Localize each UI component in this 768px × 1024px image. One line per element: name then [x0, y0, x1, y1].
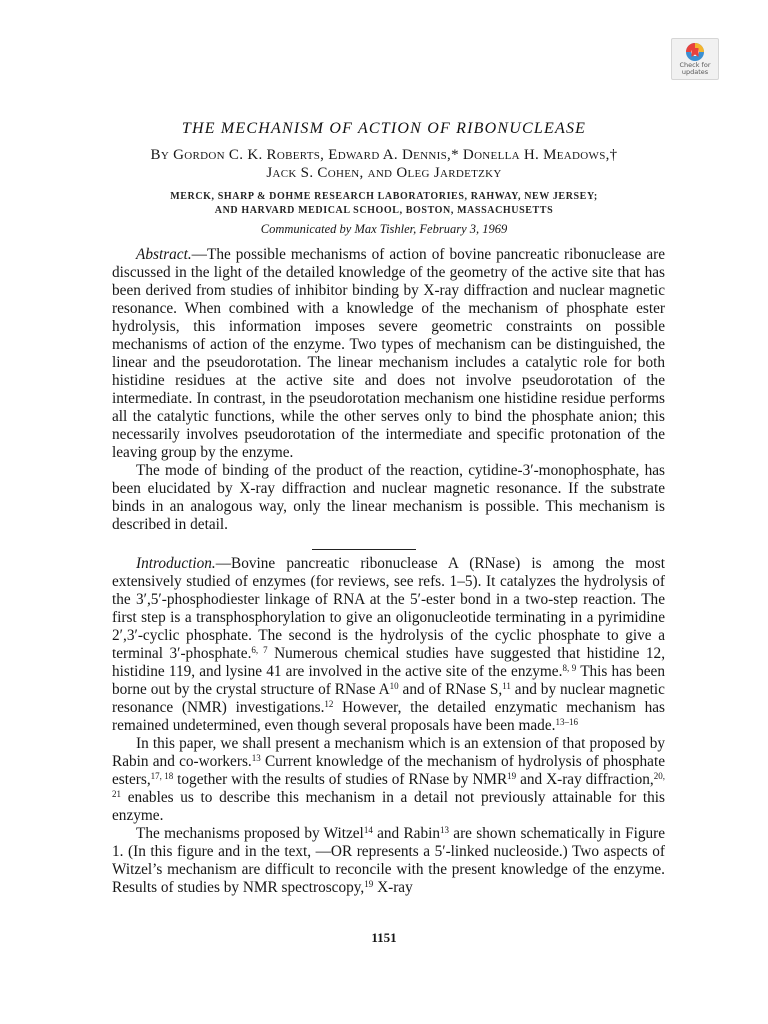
citation: 13–16: [555, 717, 578, 727]
citation: 6, 7: [251, 645, 268, 655]
citation: 12: [324, 699, 334, 709]
intro-text: —Bovine pancreatic ribonuclease A (RNase) is among the most extensively studied of enzymes (for reviews, see refs. 1–5). It catalyzes the hydrolysis of the 3′,5′-phosphodiester linkage of RNA at the 5′-ester bond in a two-step reaction. The first step is a transphosphorylation to give an oligonucleotide terminating in a pyrimidine 2′,3′-cyclic phosphate. The second is the hydrolysis of the cyclic phosphate to give a terminal 3′-phosphate.: [112, 555, 665, 662]
abstract-text-1: —The possible mechanisms of action of bovine pancreatic ribonuclease are discussed in the light of the detailed knowledge of the geometry of the active site that has been derived from studies of inhibitor binding by X-ray diffraction and nuclear magnetic resonance. When combined with a knowledge of the mechanism of phosphate ester hydrolysis, this information imposes severe geometric constraints on possible mechanisms of action of the enzyme. Two types of mechanism can be distinguished, the linear and the pseudorotation. The linear mechanism includes a catalytic role for both histidine residues at the active site and does not involve pseudorotation of the intermediate. In contrast, in the pseudorotation mechanism one histidine residue performs all the catalytic functions, while the other serves only to bind the phosphate anion; this necessarily involves pseudorotation of the intermediate and specific protonation of the leaving group by the enzyme.: [112, 246, 665, 461]
intro-text: The mechanisms proposed by Witzel: [136, 825, 364, 842]
intro-text: enables us to describe this mechanism in a detail not previously attainable for this enzyme.: [112, 789, 665, 824]
section-divider: [312, 549, 416, 550]
intro-text: Current knowledge of the mechanism of hydrolysis of phosphate esters,: [112, 753, 665, 788]
citation: 20, 21: [112, 771, 666, 799]
intro-text: X-ray: [373, 879, 413, 896]
citation: 8, 9: [562, 663, 577, 673]
paper-title: THE MECHANISM OF ACTION OF RIBONUCLEASE: [181, 120, 587, 137]
badge-line-1: Check for: [679, 61, 711, 69]
check-for-updates-icon: [685, 42, 705, 62]
intro-text: and X-ray diffraction,: [516, 771, 654, 788]
intro-text: and by nuclear magnetic resonance (NMR) investigations.: [112, 681, 665, 716]
abstract-heading: Abstract.: [136, 246, 192, 263]
intro-text: Numerous chemical studies have suggested that histidine 12, histidine 119, and lysine 41 are involved in the active site of the enzyme.: [112, 645, 666, 680]
page-number: 1151: [371, 930, 397, 945]
affiliation-line-2: AND HARVARD MEDICAL SCHOOL, BOSTON, MASSACHUSETTS: [214, 205, 554, 216]
abstract-paragraph-1: [112, 246, 665, 462]
badge-line-2: updates: [681, 68, 709, 76]
communicated-by: Communicated by Max Tishler, February 3, 1969: [260, 222, 508, 236]
intro-text: are shown schematically in Figure 1. (In this figure and in the text, —OR represents a 5′-linked nucleoside.) Two aspects of Witzel’s mechanism are difficult to reconcile with the present knowledge of the enzyme. Results of studies by NMR spectroscopy,: [112, 825, 666, 896]
introduction-section: [112, 555, 665, 897]
citation: 14: [363, 825, 373, 835]
intro-text: However, the detailed enzymatic mechanism has remained undetermined, even though several proposals have been made.: [112, 699, 665, 734]
intro-paragraph-2: [112, 735, 665, 825]
intro-paragraph-1: [112, 555, 665, 735]
intro-paragraph-3: [112, 825, 665, 897]
abstract-paragraph-2: The mode of binding of the product of the reaction, cytidine-3′-monophosphate, has been elucidated by X-ray diffraction and nuclear magnetic resonance. If the substrate binds in an analogous way, only the linear mechanism is possible. This mechanism is described in detail.: [112, 462, 665, 533]
intro-heading: Introduction.: [136, 555, 216, 572]
citation: 13: [440, 825, 450, 835]
authors-line-2: Jack S. Cohen, and Oleg Jardetzky: [266, 165, 502, 181]
citation: 10: [389, 681, 399, 691]
intro-text: and Rabin: [372, 825, 441, 842]
authors-line-1: By Gordon C. K. Roberts, Edward A. Dennis,* Donella H. Meadows,†: [150, 147, 618, 163]
citation: 11: [502, 681, 511, 691]
intro-text: In this paper, we shall present a mechanism which is an extension of that proposed by Rabin and co-workers.: [112, 735, 665, 770]
citation: 19: [364, 879, 374, 889]
intro-text: together with the results of studies of RNase by NMR: [173, 771, 508, 788]
abstract-section: [112, 246, 665, 534]
intro-text: This has been borne out by the crystal structure of RNase A: [112, 663, 666, 698]
intro-text: and of RNase S,: [398, 681, 503, 698]
citation: 19: [507, 771, 517, 781]
affiliation-line-1: MERCK, SHARP & DOHME RESEARCH LABORATORIES, RAHWAY, NEW JERSEY;: [170, 191, 598, 202]
citation: 17, 18: [150, 771, 174, 781]
check-for-updates-badge[interactable]: [671, 38, 719, 80]
citation: 13: [251, 753, 261, 763]
